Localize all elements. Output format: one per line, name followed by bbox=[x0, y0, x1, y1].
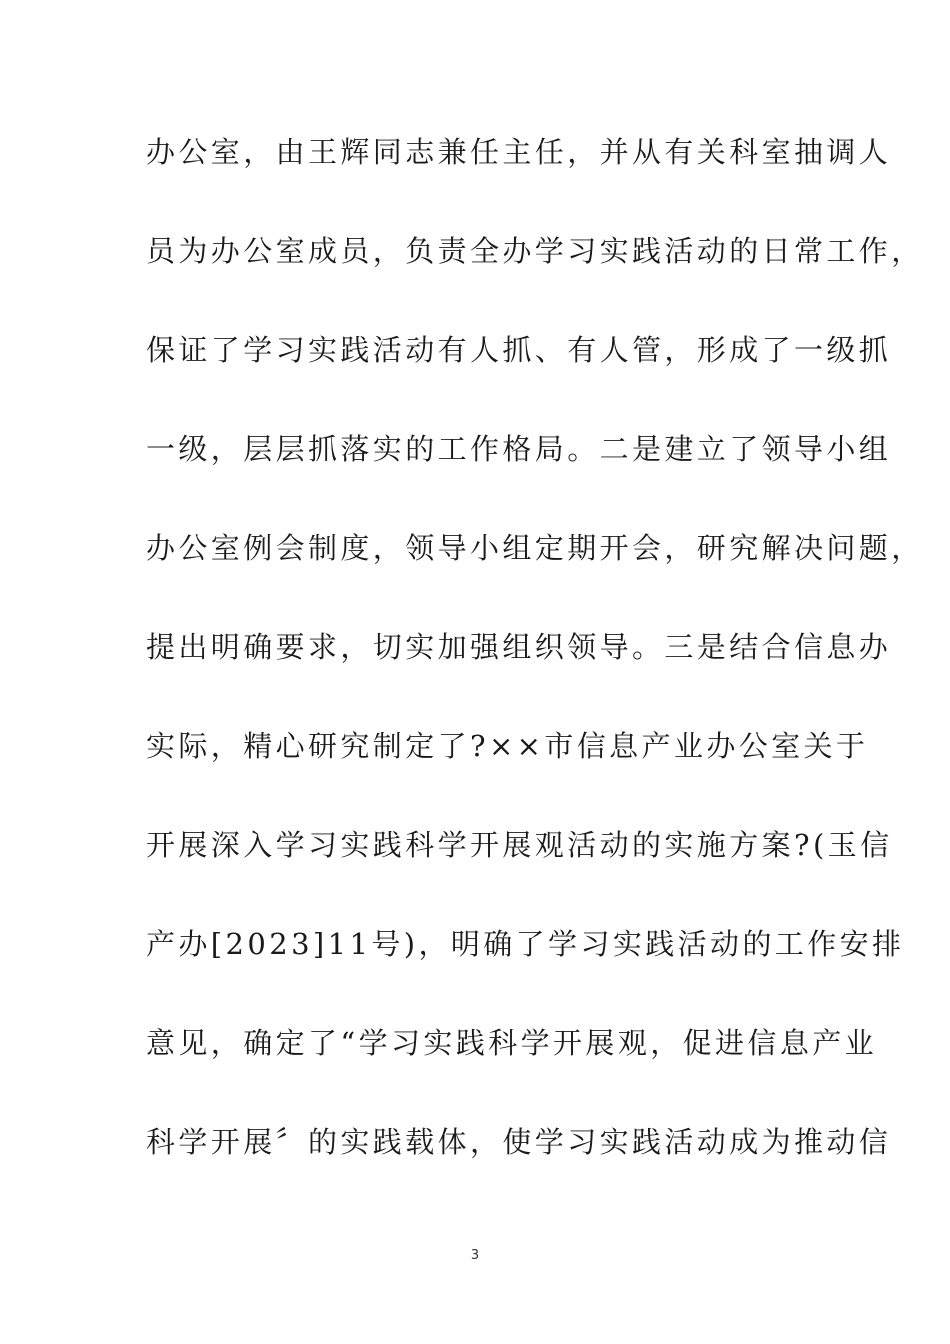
body-text-line: 保证了学习实践活动有人抓、有人管，形成了一级抓 bbox=[146, 333, 892, 367]
body-text-line: 办公室，由王辉同志兼任主任，并从有关科室抽调人 bbox=[146, 135, 892, 169]
body-text-line: 办公室例会制度，领导小组定期开会，研究解决问题， bbox=[146, 531, 924, 565]
body-text-line: 科学开展〞的实践载体，使学习实践活动成为推动信 bbox=[146, 1125, 892, 1159]
body-text-line: 开展深入学习实践科学开展观活动的实施方案?(玉信 bbox=[146, 828, 893, 862]
body-text-line: 员为办公室成员，负责全办学习实践活动的日常工作， bbox=[146, 234, 924, 268]
body-text-line: 产办[2023]11号)，明确了学习实践活动的工作安排 bbox=[146, 927, 905, 961]
body-text-line: 提出明确要求，切实加强组织领导。三是结合信息办 bbox=[146, 630, 892, 664]
page-number: 3 bbox=[470, 1248, 480, 1263]
body-text-line: 一级，层层抓落实的工作格局。二是建立了领导小组 bbox=[146, 432, 892, 466]
body-text-line: 意见，确定了“学习实践科学开展观，促进信息产业 bbox=[146, 1026, 878, 1060]
body-text-line: 实际，精心研究制定了?××市信息产业办公室关于 bbox=[146, 729, 869, 763]
